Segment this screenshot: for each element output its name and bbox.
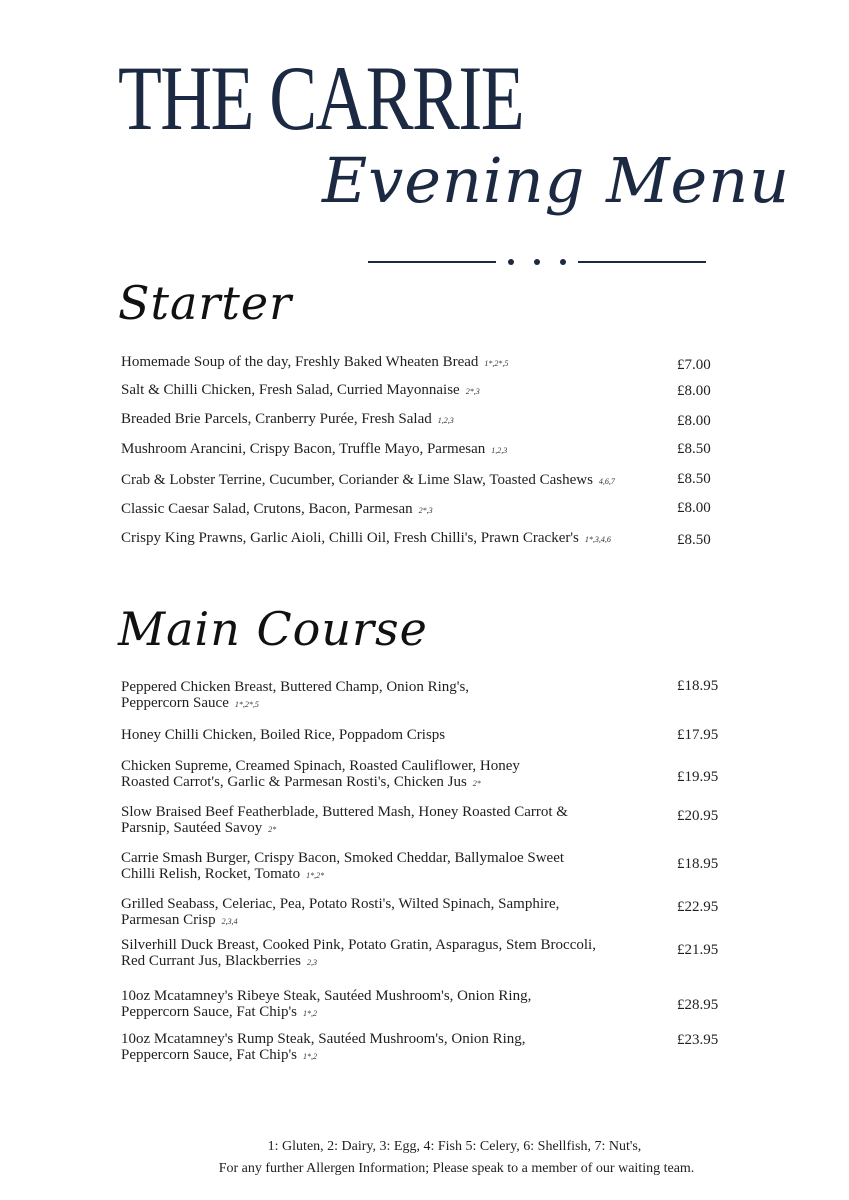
item-name-line2: Peppercorn Sauce, Fat Chip's	[121, 1004, 298, 1020]
item-price: £20.95	[677, 808, 719, 824]
main-item	[121, 804, 568, 838]
item-allergens: 2*,3	[418, 506, 433, 515]
item-allergens: 1,2,3	[437, 416, 454, 425]
item-allergens: 1*,2*,5	[484, 359, 509, 368]
item-allergens: 2*	[268, 825, 277, 834]
item-name: Classic Caesar Salad, Crutons, Bacon, Parmesan	[121, 501, 413, 517]
item-name-line1: Peppered Chicken Breast, Buttered Champ, Onion Ring's,	[121, 679, 470, 695]
restaurant-name: THE CARRIE	[118, 47, 523, 149]
item-name-line2: Parmesan Crisp	[121, 912, 216, 928]
item-price: £19.95	[677, 769, 719, 785]
item-name-line1: Silverhill Duck Breast, Cooked Pink, Potato Gratin, Asparagus, Stem Broccoli,	[121, 937, 596, 953]
item-price: £8.00	[677, 413, 711, 429]
item-allergens: 1,2,3	[491, 446, 508, 455]
starter-item	[121, 472, 615, 490]
item-price: £8.50	[677, 532, 711, 548]
starter-item	[121, 441, 507, 459]
divider-dot	[508, 259, 514, 265]
item-name-line2: Roasted Carrot's, Garlic & Parmesan Rosti's, Chicken Jus	[121, 774, 467, 790]
header-divider	[368, 254, 706, 270]
main-item	[121, 1031, 526, 1065]
menu-subtitle: Evening Menu	[322, 144, 791, 217]
item-price: £22.95	[677, 899, 719, 915]
divider-line-left	[368, 261, 496, 263]
item-price: £28.95	[677, 997, 719, 1013]
section-title-starter: Starter	[118, 276, 293, 330]
item-name-line1: 10oz Mcatamney's Ribeye Steak, Sautéed Mushroom's, Onion Ring,	[121, 988, 532, 1004]
item-name-line2: Red Currant Jus, Blackberries	[121, 953, 301, 969]
item-name-line1: Grilled Seabass, Celeriac, Pea, Potato Rosti's, Wilted Spinach, Samphire,	[121, 896, 560, 912]
starter-item	[121, 382, 480, 400]
main-item	[121, 850, 564, 884]
item-price: £8.00	[677, 500, 711, 516]
item-allergens: 1*,3,4,6	[584, 535, 611, 544]
main-item	[121, 937, 596, 971]
item-name-line1: Chicken Supreme, Creamed Spinach, Roasted Cauliflower, Honey	[121, 758, 520, 774]
item-name: Breaded Brie Parcels, Cranberry Purée, Fresh Salad	[121, 411, 432, 427]
item-price: £18.95	[677, 856, 719, 872]
item-name: Homemade Soup of the day, Freshly Baked Wheaten Bread	[121, 354, 479, 370]
item-price: £7.00	[677, 357, 711, 373]
item-price: £8.00	[677, 383, 711, 399]
item-allergens: 1*,2*	[306, 871, 325, 880]
item-allergens: 2*,3	[465, 387, 480, 396]
starter-item	[121, 530, 611, 548]
item-price: £21.95	[677, 942, 719, 958]
item-allergens: 1*,2*,5	[234, 700, 259, 709]
main-item	[121, 988, 531, 1022]
item-name: Salt & Chilli Chicken, Fresh Salad, Curried Mayonnaise	[121, 382, 460, 398]
starter-item	[121, 411, 454, 429]
main-item	[121, 896, 559, 930]
divider-dot	[560, 259, 566, 265]
item-name-line2: Chilli Relish, Rocket, Tomato	[121, 866, 301, 882]
allergen-key: 1: Gluten, 2: Dairy, 3: Egg, 4: Fish 5: Celery, 6: Shellfish, 7: Nut's,	[267, 1139, 642, 1154]
item-name-line1: Carrie Smash Burger, Crispy Bacon, Smoked Cheddar, Ballymaloe Sweet	[121, 850, 565, 866]
item-allergens: 1*,2	[303, 1052, 318, 1061]
main-item	[121, 727, 445, 743]
item-name: Crispy King Prawns, Garlic Aioli, Chilli Oil, Fresh Chilli's, Prawn Cracker's	[121, 530, 579, 546]
item-price: £8.50	[677, 441, 711, 457]
item-name-line2: Peppercorn Sauce	[121, 695, 229, 711]
item-name: Crab & Lobster Terrine, Cucumber, Coriander & Lime Slaw, Toasted Cashews	[121, 472, 593, 488]
allergen-note: For any further Allergen Information; Please speak to a member of our waiting team.	[218, 1161, 695, 1176]
item-price: £8.50	[677, 471, 711, 487]
item-name-line2: Peppercorn Sauce, Fat Chip's	[121, 1047, 298, 1063]
item-name-line1: Slow Braised Beef Featherblade, Buttered Mash, Honey Roasted Carrot &	[121, 804, 568, 820]
item-allergens: 2,3	[306, 958, 317, 967]
item-name: Mushroom Arancini, Crispy Bacon, Truffle Mayo, Parmesan	[121, 441, 486, 457]
item-allergens: 2*	[472, 779, 481, 788]
section-title-main-course: Main Course	[118, 602, 428, 656]
starter-item	[121, 354, 508, 372]
item-name-line1: Honey Chilli Chicken, Boiled Rice, Poppadom Crisps	[121, 727, 446, 743]
divider-line-right	[578, 261, 706, 263]
main-item	[121, 679, 469, 713]
item-name-line1: 10oz Mcatamney's Rump Steak, Sautéed Mushroom's, Onion Ring,	[121, 1031, 526, 1047]
item-allergens: 2,3,4	[221, 917, 238, 926]
divider-dot	[534, 259, 540, 265]
item-price: £17.95	[677, 727, 719, 743]
item-allergens: 4,6,7	[598, 477, 615, 486]
item-name-line2: Parsnip, Sautéed Savoy	[121, 820, 263, 836]
item-price: £18.95	[677, 678, 719, 694]
item-allergens: 1*,2	[303, 1009, 318, 1018]
item-price: £23.95	[677, 1032, 719, 1048]
main-item	[121, 758, 520, 792]
starter-item	[121, 501, 433, 519]
